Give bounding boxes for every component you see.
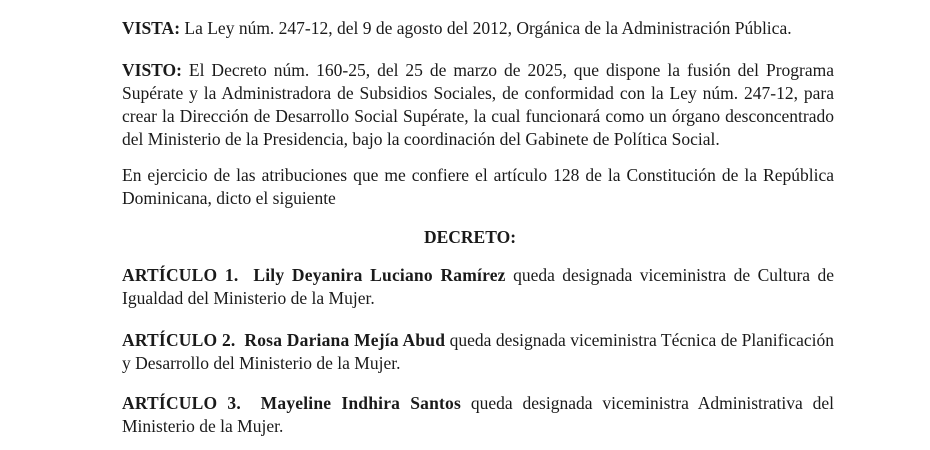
article-2-name: Rosa Dariana Mejía Abud [244,330,446,350]
decree-title: DECRETO: [423,227,517,247]
article-3 [122,392,834,438]
article-2-text: queda designada viceministra Técnica de Planificación y Desarrollo del Ministerio de la Mujer. [122,330,834,373]
visto-paragraph [122,59,834,151]
ejercicio-paragraph [122,164,834,210]
article-2-label: ARTÍCULO 2. [122,330,236,350]
article-1-label: ARTÍCULO 1. [122,265,239,285]
visto-label: VISTO: [122,60,182,80]
visto-text: El Decreto núm. 160-25, del 25 de marzo de 2025, que dispone la fusión del Programa Supérate y la Administradora de Subsidios Sociales, de conformidad con la Ley núm. 247-12, para crear la Dirección de Desarrollo Social Supérate, la cual funcionará como un órgano desconcentrado del Ministerio de la Presidencia, bajo la coordinación del Gabinete de Política Social. [122,60,834,149]
vista-label: VISTA: [122,18,181,38]
article-3-label: ARTÍCULO 3. [122,393,241,413]
vista-text: La Ley núm. 247-12, del 9 de agosto del 2012, Orgánica de la Administración Pública. [180,18,792,38]
article-2 [122,329,834,375]
article-1 [122,264,834,310]
article-1-text: queda designada viceministra de Cultura de Igualdad del Ministerio de la Mujer. [122,265,835,308]
article-1-name: Lily Deyanira Luciano Ramírez [253,265,506,285]
ejercicio-text: En ejercicio de las atribuciones que me confiere el artículo 128 de la Constitución de la República Dominicana, dicto el siguiente [122,165,834,208]
vista-paragraph [122,17,834,40]
article-3-text: queda designada viceministra Administrativa del Ministerio de la Mujer. [122,393,835,436]
article-3-name: Mayeline Indhira Santos [260,393,461,413]
